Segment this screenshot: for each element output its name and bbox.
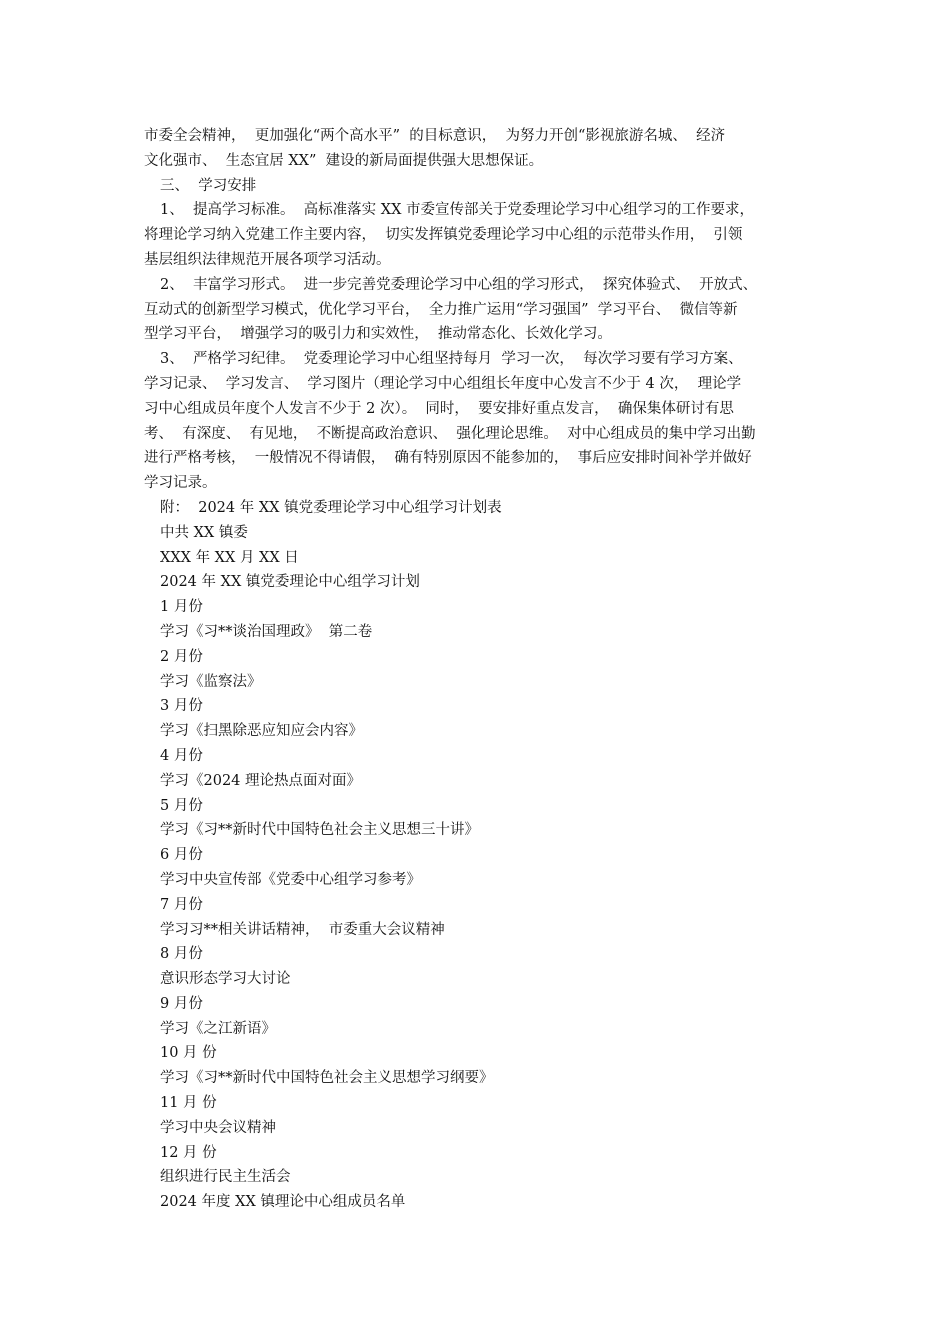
- plan-month: 12 月 份: [160, 1144, 217, 1161]
- plan-content: 意识形态学习大讨论: [160, 971, 291, 988]
- text-line: 学习记录。: [144, 475, 217, 492]
- plan-month: 9 月份: [160, 995, 203, 1012]
- text-line: 互动式的创新型学习模式，优化学习平台， 全力推广运用“学习强国” 学习平台、 微信等新: [144, 301, 738, 318]
- attachment-line: 附： 2024 年 XX 镇党委理论学习中心组学习计划表: [160, 499, 502, 516]
- text-line: 进行严格考核， 一般情况不得请假， 确有特别原因不能参加的， 事后应安排时间补学并做好: [144, 450, 752, 467]
- plan-month: 5 月份: [160, 797, 203, 814]
- text-line: 学习记录、 学习发言、 学习图片（理论学习中心组组长年度中心发言不少于 4 次， 理论学: [144, 375, 742, 392]
- plan-month: 10 月 份: [160, 1045, 217, 1062]
- text-line: 考、 有深度、 有见地， 不断提高政治意识、 强化理论思维。 对中心组成员的集中学习出勤: [144, 425, 756, 442]
- plan-content: 组织进行民主生活会: [160, 1169, 291, 1186]
- text-line: 市委全会精神， 更加强化“两个高水平” 的目标意识， 为努力开创“影视旅游名城、 经济: [144, 128, 726, 144]
- plan-content: 学习《习**新时代中国特色社会主义思想学习纲要》: [160, 1070, 494, 1087]
- plan-month: 7 月份: [160, 896, 203, 913]
- text-line: 3、 严格学习纪律。 党委理论学习中心组坚持每月 学习一次， 每次学习要有学习方案、: [160, 351, 743, 368]
- study-plan-list: [144, 595, 812, 1190]
- members-title: 2024 年度 XX 镇理论中心组成员名单: [160, 1194, 406, 1211]
- plan-content: 学习中央宣传部《党委中心组学习参考》: [160, 871, 421, 888]
- text-line: 习中心组成员年度个人发言不少于 2 次）。 同时， 要安排好重点发言， 确保集体研讨有思: [144, 400, 734, 417]
- plan-content: 学习《监察法》: [160, 673, 262, 690]
- item-3-paragraph: [144, 347, 812, 496]
- text-line: 基层组织法律规范开展各项学习活动。: [144, 251, 391, 268]
- plan-content: 学习《2024 理论热点面对面》: [160, 772, 362, 789]
- plan-content: 学习《扫黑除恶应知应会内容》: [160, 723, 363, 740]
- intro-paragraph: [144, 124, 812, 174]
- section-heading-3: 三、 学习安排: [160, 177, 257, 194]
- plan-month: 2 月份: [160, 648, 203, 665]
- text-line: 文化强市、 生态宜居 XX” 建设的新局面提供强大思想保证。: [144, 152, 544, 169]
- text-line: 2、 丰富学习形式。 进一步完善党委理论学习中心组的学习形式， 探究体验式、 开放式、: [160, 276, 758, 293]
- document-body: [144, 124, 812, 1215]
- plan-month: 6 月份: [160, 847, 203, 864]
- plan-title: 2024 年 XX 镇党委理论中心组学习计划: [160, 574, 420, 591]
- plan-month: 1 月份: [160, 599, 203, 616]
- document-date: XXX 年 XX 月 XX 日: [160, 549, 299, 566]
- plan-month: 4 月份: [160, 747, 203, 764]
- text-line: 型学习平台， 增强学习的吸引力和实效性， 推动常态化、长效化学习。: [144, 326, 612, 343]
- organization-name: 中共 XX 镇委: [160, 524, 248, 541]
- item-2-paragraph: [144, 273, 812, 347]
- plan-content: 学习《习**谈治国理政》 第二卷: [160, 623, 373, 640]
- text-line: 1、 提高学习标准。 高标准落实 XX 市委宣传部关于党委理论学习中心组学习的工作要求，: [160, 202, 755, 219]
- plan-month: 3 月份: [160, 698, 203, 715]
- plan-content: 学习《之江新语》: [160, 1020, 276, 1037]
- text-line: 将理论学习纳入党建工作主要内容， 切实发挥镇党委理论学习中心组的示范带头作用， 引领: [144, 227, 743, 244]
- plan-month: 8 月份: [160, 946, 203, 963]
- item-1-paragraph: [144, 198, 812, 272]
- plan-month: 11 月 份: [160, 1095, 217, 1112]
- plan-content: 学习中央会议精神: [160, 1119, 276, 1136]
- plan-content: 学习《习**新时代中国特色社会主义思想三十讲》: [160, 822, 479, 839]
- plan-content: 学习习**相关讲话精神， 市委重大会议精神: [160, 921, 445, 938]
